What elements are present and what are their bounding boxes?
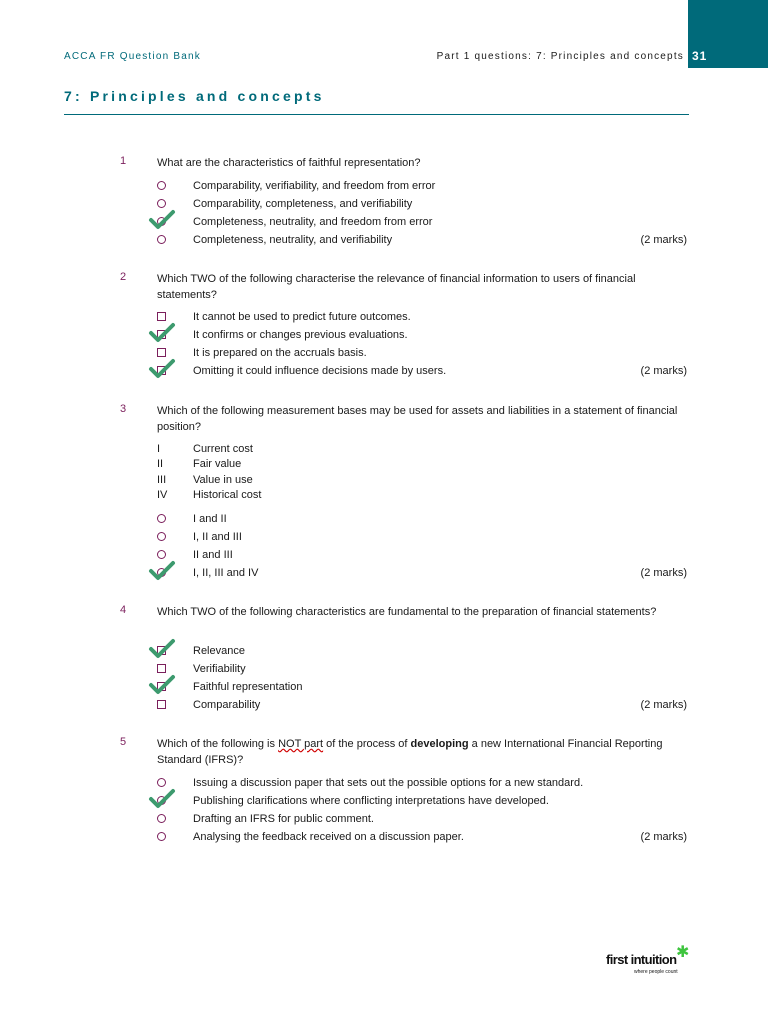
option-text: Comparability, verifiability, and freedom from error	[193, 180, 436, 192]
list-item-text: Current cost	[193, 443, 253, 455]
option-row[interactable]	[0, 214, 768, 232]
list-item-text: Fair value	[193, 458, 242, 470]
option-text: I, II and III	[193, 531, 242, 543]
list-item-text: Value in use	[193, 474, 253, 486]
radio-circle-icon[interactable]	[157, 814, 166, 823]
marks-label: (2 marks)	[640, 567, 687, 579]
question-text: Which TWO of the following characterise the relevance of financial information to users of financial statements?	[157, 273, 636, 301]
option-text: It is prepared on the accruals basis.	[193, 347, 367, 359]
option-row[interactable]	[0, 547, 768, 565]
option-row[interactable]	[0, 661, 768, 679]
first-intuition-logo	[606, 944, 690, 980]
header-book-title: ACCA FR Question Bank	[64, 51, 201, 62]
checkbox-square-icon[interactable]	[157, 348, 166, 357]
marks-label: (2 marks)	[640, 831, 687, 843]
option-row[interactable]	[0, 793, 768, 811]
question-text-part: of the process of	[323, 738, 411, 750]
checkmark-icon	[148, 560, 176, 582]
option-row[interactable]	[0, 679, 768, 697]
radio-circle-icon[interactable]	[157, 199, 166, 208]
title-divider	[64, 114, 689, 115]
roman-numeral: III	[157, 474, 167, 486]
checkbox-square-icon[interactable]	[157, 664, 166, 673]
header-section-title: Part 1 questions: 7: Principles and concepts	[436, 51, 684, 62]
checkmark-icon	[148, 638, 176, 660]
option-text: Publishing clarifications where conflicting interpretations have developed.	[193, 795, 549, 807]
marks-label: (2 marks)	[640, 699, 687, 711]
option-text: Relevance	[193, 645, 245, 657]
radio-circle-icon[interactable]	[157, 778, 166, 787]
option-row[interactable]	[0, 529, 768, 547]
question-number: 4	[120, 604, 127, 616]
radio-circle-icon[interactable]	[157, 550, 166, 559]
page-number: 31	[688, 48, 711, 64]
option-text: Analysing the feedback received on a discussion paper.	[193, 831, 464, 843]
underlined-phrase: NOT part	[278, 738, 324, 750]
marks-label: (2 marks)	[640, 365, 687, 377]
checkmark-icon	[148, 788, 176, 810]
option-row[interactable]	[0, 511, 768, 529]
question-text: Which of the following measurement bases may be used for assets and liabilities in a statement of financial position?	[157, 405, 678, 433]
question-text-part: Which of the following is	[157, 738, 279, 750]
option-row[interactable]	[0, 178, 768, 196]
asterisk-icon: ✱	[676, 944, 690, 961]
option-row[interactable]	[0, 345, 768, 363]
roman-numeral: I	[157, 443, 161, 455]
checkmark-icon	[148, 322, 176, 344]
option-row[interactable]	[0, 643, 768, 661]
bold-word: developing	[410, 738, 469, 750]
option-row[interactable]	[0, 363, 768, 381]
option-text: Drafting an IFRS for public comment.	[193, 813, 374, 825]
option-text: Comparability	[193, 699, 261, 711]
option-text: Completeness, neutrality, and freedom from error	[193, 216, 433, 228]
option-text: Verifiability	[193, 663, 246, 675]
option-text: It confirms or changes previous evaluations.	[193, 329, 408, 341]
checkmark-icon	[148, 674, 176, 696]
option-text: Omitting it could influence decisions made by users.	[193, 365, 447, 377]
list-item-text: Historical cost	[193, 489, 262, 501]
option-text: Comparability, completeness, and verifiability	[193, 198, 413, 210]
option-text: Issuing a discussion paper that sets out the possible options for a new standard.	[193, 777, 584, 789]
option-row[interactable]	[0, 565, 768, 583]
question-number: 1	[120, 155, 127, 167]
question-text	[157, 736, 692, 768]
option-row[interactable]	[0, 811, 768, 829]
option-text: I, II, III and IV	[193, 567, 259, 579]
option-text: It cannot be used to predict future outcomes.	[193, 311, 411, 323]
option-text: I and II	[193, 513, 227, 525]
chapter-title: 7: Principles and concepts	[64, 88, 325, 104]
logo-tagline: where people count	[634, 969, 678, 975]
option-text: II and III	[193, 549, 233, 561]
question-text-part: a new International Financial Reporting Standard (IFRS)?	[157, 738, 663, 766]
question-number: 2	[120, 271, 127, 283]
option-row[interactable]	[0, 697, 768, 715]
question-number: 3	[120, 403, 127, 415]
roman-numeral: II	[157, 458, 164, 470]
radio-circle-icon[interactable]	[157, 235, 166, 244]
checkbox-square-icon[interactable]	[157, 700, 166, 709]
option-row[interactable]	[0, 232, 768, 250]
option-row[interactable]	[0, 196, 768, 214]
radio-circle-icon[interactable]	[157, 532, 166, 541]
option-text: Faithful representation	[193, 681, 303, 693]
option-text: Completeness, neutrality, and verifiability	[193, 234, 393, 246]
checkmark-icon	[148, 209, 176, 231]
checkbox-square-icon[interactable]	[157, 312, 166, 321]
option-row[interactable]	[0, 829, 768, 847]
checkmark-icon	[148, 358, 176, 380]
question-text: Which TWO of the following characteristics are fundamental to the preparation of financial statements?	[157, 606, 657, 618]
roman-numeral: IV	[157, 489, 168, 501]
question-text: What are the characteristics of faithful representation?	[157, 157, 421, 169]
logo-name: first intuition	[606, 952, 677, 967]
option-row[interactable]	[0, 775, 768, 793]
option-row[interactable]	[0, 309, 768, 327]
radio-circle-icon[interactable]	[157, 832, 166, 841]
question-number: 5	[120, 736, 127, 748]
roman-list-item	[0, 487, 768, 505]
option-row[interactable]	[0, 327, 768, 345]
marks-label: (2 marks)	[640, 234, 687, 246]
radio-circle-icon[interactable]	[157, 181, 166, 190]
radio-circle-icon[interactable]	[157, 514, 166, 523]
